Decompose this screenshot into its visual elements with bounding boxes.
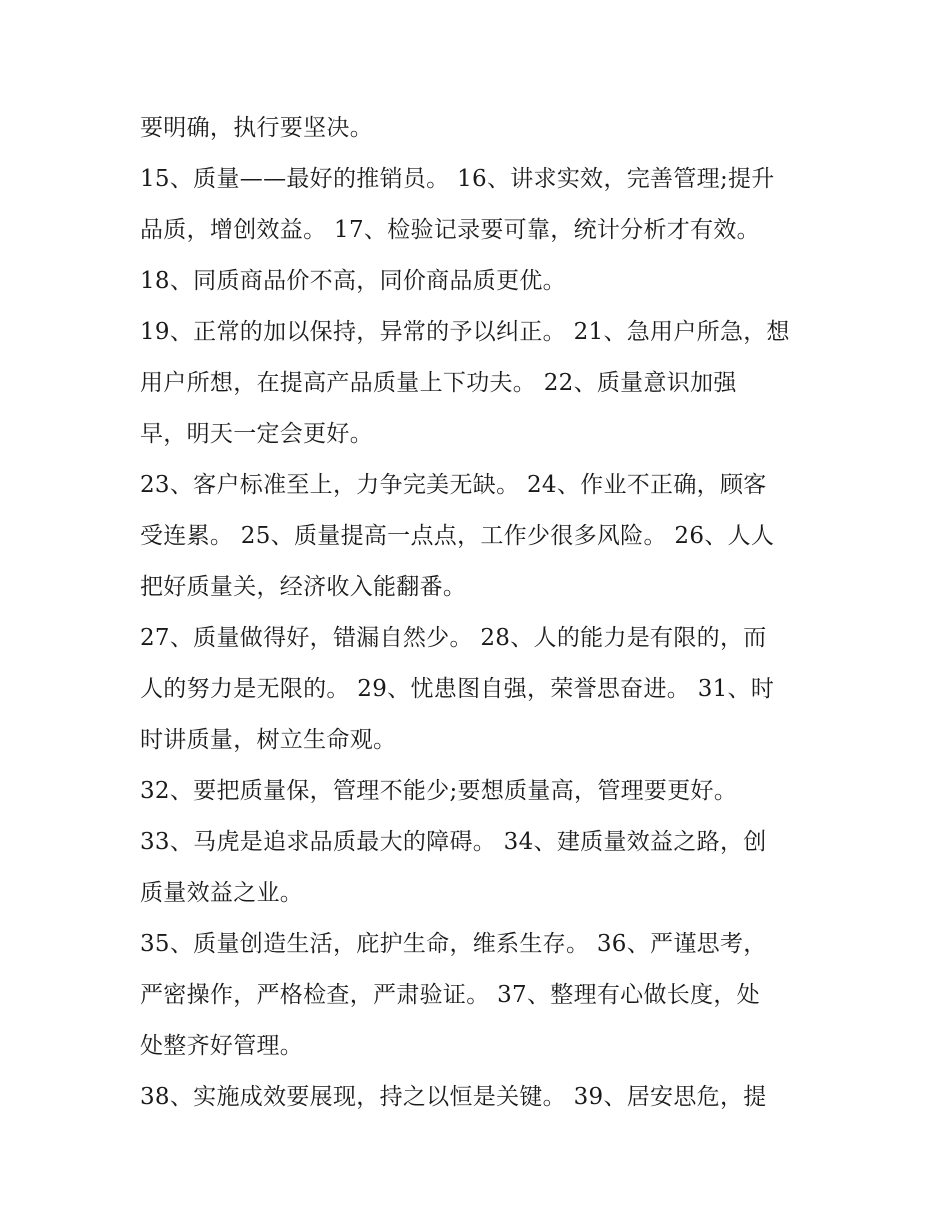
text-line: 15、质量——最好的推销员。 16、讲求实效，完善管理;提升 <box>140 166 775 192</box>
text-line: 质量效益之业。 <box>140 880 304 906</box>
text-line: 时讲质量，树立生命观。 <box>140 727 397 753</box>
text-line: 把好质量关，经济收入能翻番。 <box>140 574 467 600</box>
text-line: 严密操作，严格检查，严肃验证。 37、整理有心做长度，处 <box>140 982 760 1008</box>
text-line: 早，明天一定会更好。 <box>140 421 373 447</box>
text-line: 人的努力是无限的。 29、忧患图自强，荣誉思奋进。 31、时 <box>140 676 775 702</box>
text-line: 品质，增创效益。 17、检验记录要可靠，统计分析才有效。 <box>140 217 760 243</box>
text-line: 27、质量做得好，错漏自然少。 28、人的能力是有限的，而 <box>140 625 767 651</box>
text-line: 19、正常的加以保持，异常的予以纠正。 21、急用户所急，想 <box>140 319 790 345</box>
text-line: 受连累。 25、质量提高一点点，工作少很多风险。 26、人人 <box>140 523 775 549</box>
text-line: 32、要把质量保，管理不能少;要想质量高，管理要更好。 <box>140 778 738 804</box>
text-line: 要明确，执行要坚决。 <box>140 115 373 141</box>
text-line: 18、同质商品价不高，同价商品质更优。 <box>140 268 566 294</box>
text-line: 处整齐好管理。 <box>140 1033 304 1059</box>
text-line: 35、质量创造生活，庇护生命，维系生存。 36、严谨思考， <box>140 931 767 957</box>
text-line: 23、客户标准至上，力争完美无缺。 24、作业不正确，顾客 <box>140 472 767 498</box>
text-line: 38、实施成效要展现，持之以恒是关键。 39、居安思危，提 <box>140 1084 767 1110</box>
text-line: 33、马虎是追求品质最大的障碍。 34、建质量效益之路，创 <box>140 829 767 855</box>
text-line: 用户所想，在提高产品质量上下功夫。 22、质量意识加强 <box>140 370 737 396</box>
